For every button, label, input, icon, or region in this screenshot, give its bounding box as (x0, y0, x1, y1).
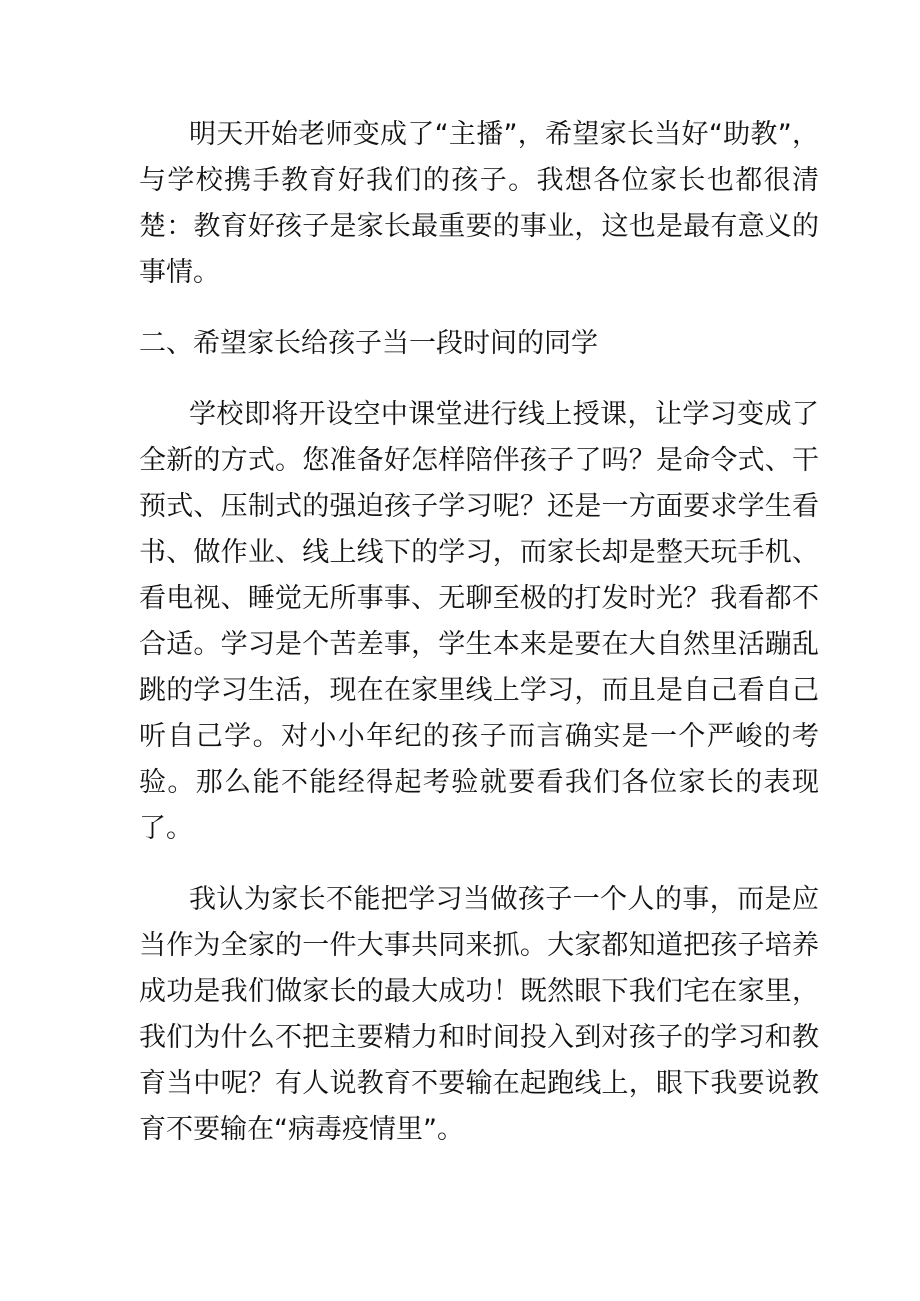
section-heading: 二、希望家长给孩子当一段时间的同学 (139, 328, 598, 359)
paragraph-online-learning: 学校即将开设空中课堂进行线上授课，让学习变成了全新的方式。您准备好怎样陪伴孩子了吗？是命令式、干预式、压制式的强迫孩子学习呢？还是一方面要求学生看书、做作业、线上线下的学习，而家长却是整天玩手机、看电视、睡觉无所事事、无聊至极的打发时光？我看都不合适。学习是个苦差事，学生本来是要在大自然里活蹦乱跳的学习生活，现在在家里线上学习，而且是自己看自己听自己学。对小小年纪的孩子而言确实是一个严峻的考验。那么能不能经得起考验就要看我们各位家长的表现了。 (139, 399, 819, 844)
paragraph-family-effort: 我认为家长不能把学习当做孩子一个人的事，而是应当作为全家的一件大事共同来抓。大家都知道把孩子培养成功是我们做家长的最大成功！既然眼下我们宅在家里，我们为什么不把主要精力和时间投入到对孩子的学习和教育当中呢？有人说教育不要输在起跑线上，眼下我要说教育不要输在“病毒疫情里”。 (139, 884, 819, 1145)
paragraph-intro: 明天开始老师变成了“主播”，希望家长当好“助教”，与学校携手教育好我们的孩子。我想各位家长也都很清楚：教育好孩子是家长最重要的事业，这也是最有意义的事情。 (139, 119, 819, 288)
document-body (139, 112, 819, 1153)
